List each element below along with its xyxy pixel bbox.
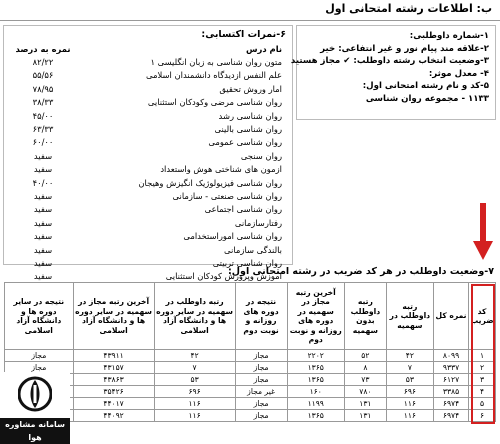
table-cell: ۵۳: [154, 374, 235, 386]
table-header: نتیجه در دوره های روزانه و نوبت دوم: [235, 283, 287, 350]
course-name: روان شناسی اموراستخدامی: [183, 231, 282, 242]
logo: [0, 372, 70, 442]
course-name: روان شناسی فیزیولوژیک انگیزش وهیجان: [138, 177, 282, 188]
table-cell: ۳۵۴۲۶: [73, 386, 154, 398]
course-name: علم النفس ازدیدگاه دانشمندان اسلامی: [146, 70, 282, 81]
table-cell: ۲: [469, 362, 496, 374]
course-score: ۴۰/۰۰: [32, 177, 54, 188]
table-row: [5, 398, 496, 410]
course-name: متون روان شناسی به زبان انگلیسی ۱: [150, 57, 282, 67]
table-cell: ۳۳۸۵: [433, 386, 468, 398]
table-cell: ۶: [469, 410, 496, 422]
table-cell: ۴۴۰۹۲: [73, 410, 154, 422]
course-name: روان شناسی عمومی: [208, 137, 282, 148]
course-score: سفید: [33, 204, 53, 215]
table-cell: ۶۹۶: [154, 386, 235, 398]
score-row: [4, 177, 292, 190]
course-name: روان شناسی اجتماعی: [204, 204, 282, 215]
table-row: [5, 350, 496, 362]
major-code-value: ۱۱۳۳ - مجموعه روان شناسی: [365, 93, 489, 104]
scores-box: [3, 25, 293, 282]
course-score: ۶۳/۳۳: [32, 124, 54, 134]
page-title: ب: اطلاعات رشته امتحانی اول: [325, 2, 492, 15]
info-box: [290, 25, 496, 120]
coef-table: [4, 282, 496, 422]
table-cell: ۷۳: [344, 374, 386, 386]
selection-status: ۳-وضعیت انتخاب رشته داوطلب: ✔ مجاز هستید: [290, 56, 489, 67]
table-header: نتیجه در سایر دوره ها و دانشگاه آزاد اسلامی: [5, 283, 74, 350]
table-header: رتبه داوطلب در سهمیه: [386, 283, 433, 350]
score-row: [4, 163, 292, 176]
table-cell: ۱۶۰: [287, 386, 344, 398]
table-cell: ۴۲: [154, 350, 235, 362]
table-cell: ۶۹۶: [386, 386, 433, 398]
course-score: سفید: [33, 191, 53, 201]
score-row: [4, 83, 292, 96]
course-score: ۵۵/۵۶: [32, 70, 54, 81]
table-cell: ۹۳۳۷: [433, 362, 468, 374]
table-cell: ۸: [344, 362, 386, 374]
table-cell: ۶۱۲۷: [433, 374, 468, 386]
course-name: روان شناسی صنعتی - سازمانی: [172, 191, 282, 201]
course-name: روان سنجی: [240, 150, 282, 161]
course-name: اموزش وپرورش کودکان استثنایی: [165, 271, 282, 282]
table-header: رتبه داوطلب در سهمیه در سایر دوره ها و دانشگاه آزاد اسلامی: [154, 283, 235, 350]
course-score: ۴۵/۰۰: [32, 110, 54, 121]
major-code-label: ۵-کد و نام رشته امتحانی اول:: [362, 81, 489, 92]
table-cell: ۴: [469, 386, 496, 398]
table-header: نمره کل: [433, 283, 468, 350]
scores-heading: ۶-نمرات اکتسابی:: [201, 29, 286, 40]
table-row: [5, 386, 496, 398]
score-row: [4, 69, 292, 82]
table-cell: ۷: [386, 362, 433, 374]
table-cell: مجاز: [235, 410, 287, 422]
score-row: [4, 217, 292, 230]
table-header: آخرین رتبه مجاز در سهمیه در سایر دوره ها و دانشگاه آزاد اسلامی: [73, 283, 154, 350]
logo-mark-icon: [18, 374, 52, 414]
score-row: [4, 96, 292, 109]
interest-status: ۲-علاقه مند پیام نور و غیر انتفاعی: خیر: [320, 43, 489, 54]
course-score: ۶۰/۰۰: [32, 137, 54, 148]
table-cell: ۱۱۶: [154, 410, 235, 422]
course-score: ۸۲/۲۲: [32, 57, 54, 67]
table-header: آخرین رتبه مجاز در سهمیه در دوره های روزانه و نوبت دوم: [287, 283, 344, 350]
coef-heading: ۷-وضعیت داوطلب در هر کد ضریب در رشته امتحانی اول:: [228, 266, 494, 277]
table-cell: غیر مجاز: [235, 386, 287, 398]
table-cell: ۵: [469, 398, 496, 410]
col-course-header: نام درس: [245, 44, 282, 54]
table-cell: مجاز: [235, 398, 287, 410]
course-score: سفید: [33, 217, 53, 228]
table-cell: ۵۳: [386, 374, 433, 386]
table-cell: ۴۴۰۱۷: [73, 398, 154, 410]
score-row: [4, 203, 292, 216]
course-name: امار وروش تحقیق: [219, 83, 282, 94]
table-cell: مجاز: [5, 350, 74, 362]
table-row: [5, 410, 496, 422]
table-cell: ۱۱۹۹: [287, 398, 344, 410]
course-name: روان شناسی رشد: [218, 110, 282, 121]
table-cell: ۸۰۹۹: [433, 350, 468, 362]
score-row: [4, 56, 292, 69]
course-score: ۳۸/۳۳: [32, 97, 54, 108]
applicant-number: ۱-شماره داوطلبی:: [409, 31, 489, 41]
col-score-header: نمره به درصد: [15, 44, 71, 54]
effective-gpa: ۴- معدل موثر:: [428, 68, 489, 79]
table-cell: ۱۱۶: [386, 398, 433, 410]
table-cell: ۱: [469, 350, 496, 362]
course-name: روان شناسی تربیتی: [212, 258, 282, 268]
course-name: روان شناسی بالینی: [214, 124, 282, 134]
logo-text: سامانه مشاوره هوا: [0, 418, 70, 444]
table-cell: ۱۳۶۵: [287, 362, 344, 374]
score-row: [4, 244, 292, 257]
table-cell: ۷: [154, 362, 235, 374]
score-row: [4, 110, 292, 123]
table-cell: ۵۲: [344, 350, 386, 362]
course-score: سفید: [33, 231, 53, 242]
table-cell: ۲۲۰۲: [287, 350, 344, 362]
table-cell: ۱۳۱: [344, 398, 386, 410]
table-cell: ۴۳۸۶۳: [73, 374, 154, 386]
table-cell: ۶۹۷۴: [433, 410, 468, 422]
table-cell: ۱۳۱: [344, 410, 386, 422]
table-cell: ۷۸۰: [344, 386, 386, 398]
score-row: [4, 150, 292, 163]
coef-column-highlight: [471, 284, 495, 424]
table-cell: ۴۲: [386, 350, 433, 362]
course-name: ازمون های شناختی هوش واستعداد: [160, 164, 282, 175]
title-divider: [0, 20, 500, 21]
course-name: بالندگی سازمانی: [224, 244, 282, 255]
table-cell: مجاز: [235, 374, 287, 386]
table-cell: ۴۳۹۱۱: [73, 350, 154, 362]
table-header: رتبه داوطلب بدون سهمیه: [344, 283, 386, 350]
table-cell: ۱۱۶: [386, 410, 433, 422]
table-cell: مجاز: [235, 362, 287, 374]
table-cell: مجاز: [5, 362, 74, 374]
course-score: ۷۸/۹۵: [32, 83, 54, 94]
course-name: رفتارسازمانی: [234, 217, 282, 228]
table-cell: ۱۳۶۵: [287, 410, 344, 422]
table-cell: ۳: [469, 374, 496, 386]
table-cell: ۴۳۱۵۷: [73, 362, 154, 374]
table-row: [5, 374, 496, 386]
table-cell: مجاز: [235, 350, 287, 362]
arrow-down-icon: [472, 203, 494, 261]
course-score: سفید: [33, 150, 53, 161]
table-header: کد ضریب: [469, 283, 496, 350]
table-row: [5, 362, 496, 374]
score-row: [4, 190, 292, 203]
course-score: سفید: [33, 244, 53, 255]
score-row: [4, 230, 292, 243]
course-score: سفید: [33, 271, 53, 282]
table-cell: ۶۹۷۴: [433, 398, 468, 410]
course-score: سفید: [33, 164, 53, 175]
table-cell: ۱۱۶: [154, 398, 235, 410]
course-name: روان شناسی مرضی وکودکان استثنایی: [147, 97, 282, 108]
course-score: سفید: [33, 258, 53, 268]
score-row: [4, 123, 292, 136]
table-cell: ۱۳۶۵: [287, 374, 344, 386]
score-row: [4, 136, 292, 149]
